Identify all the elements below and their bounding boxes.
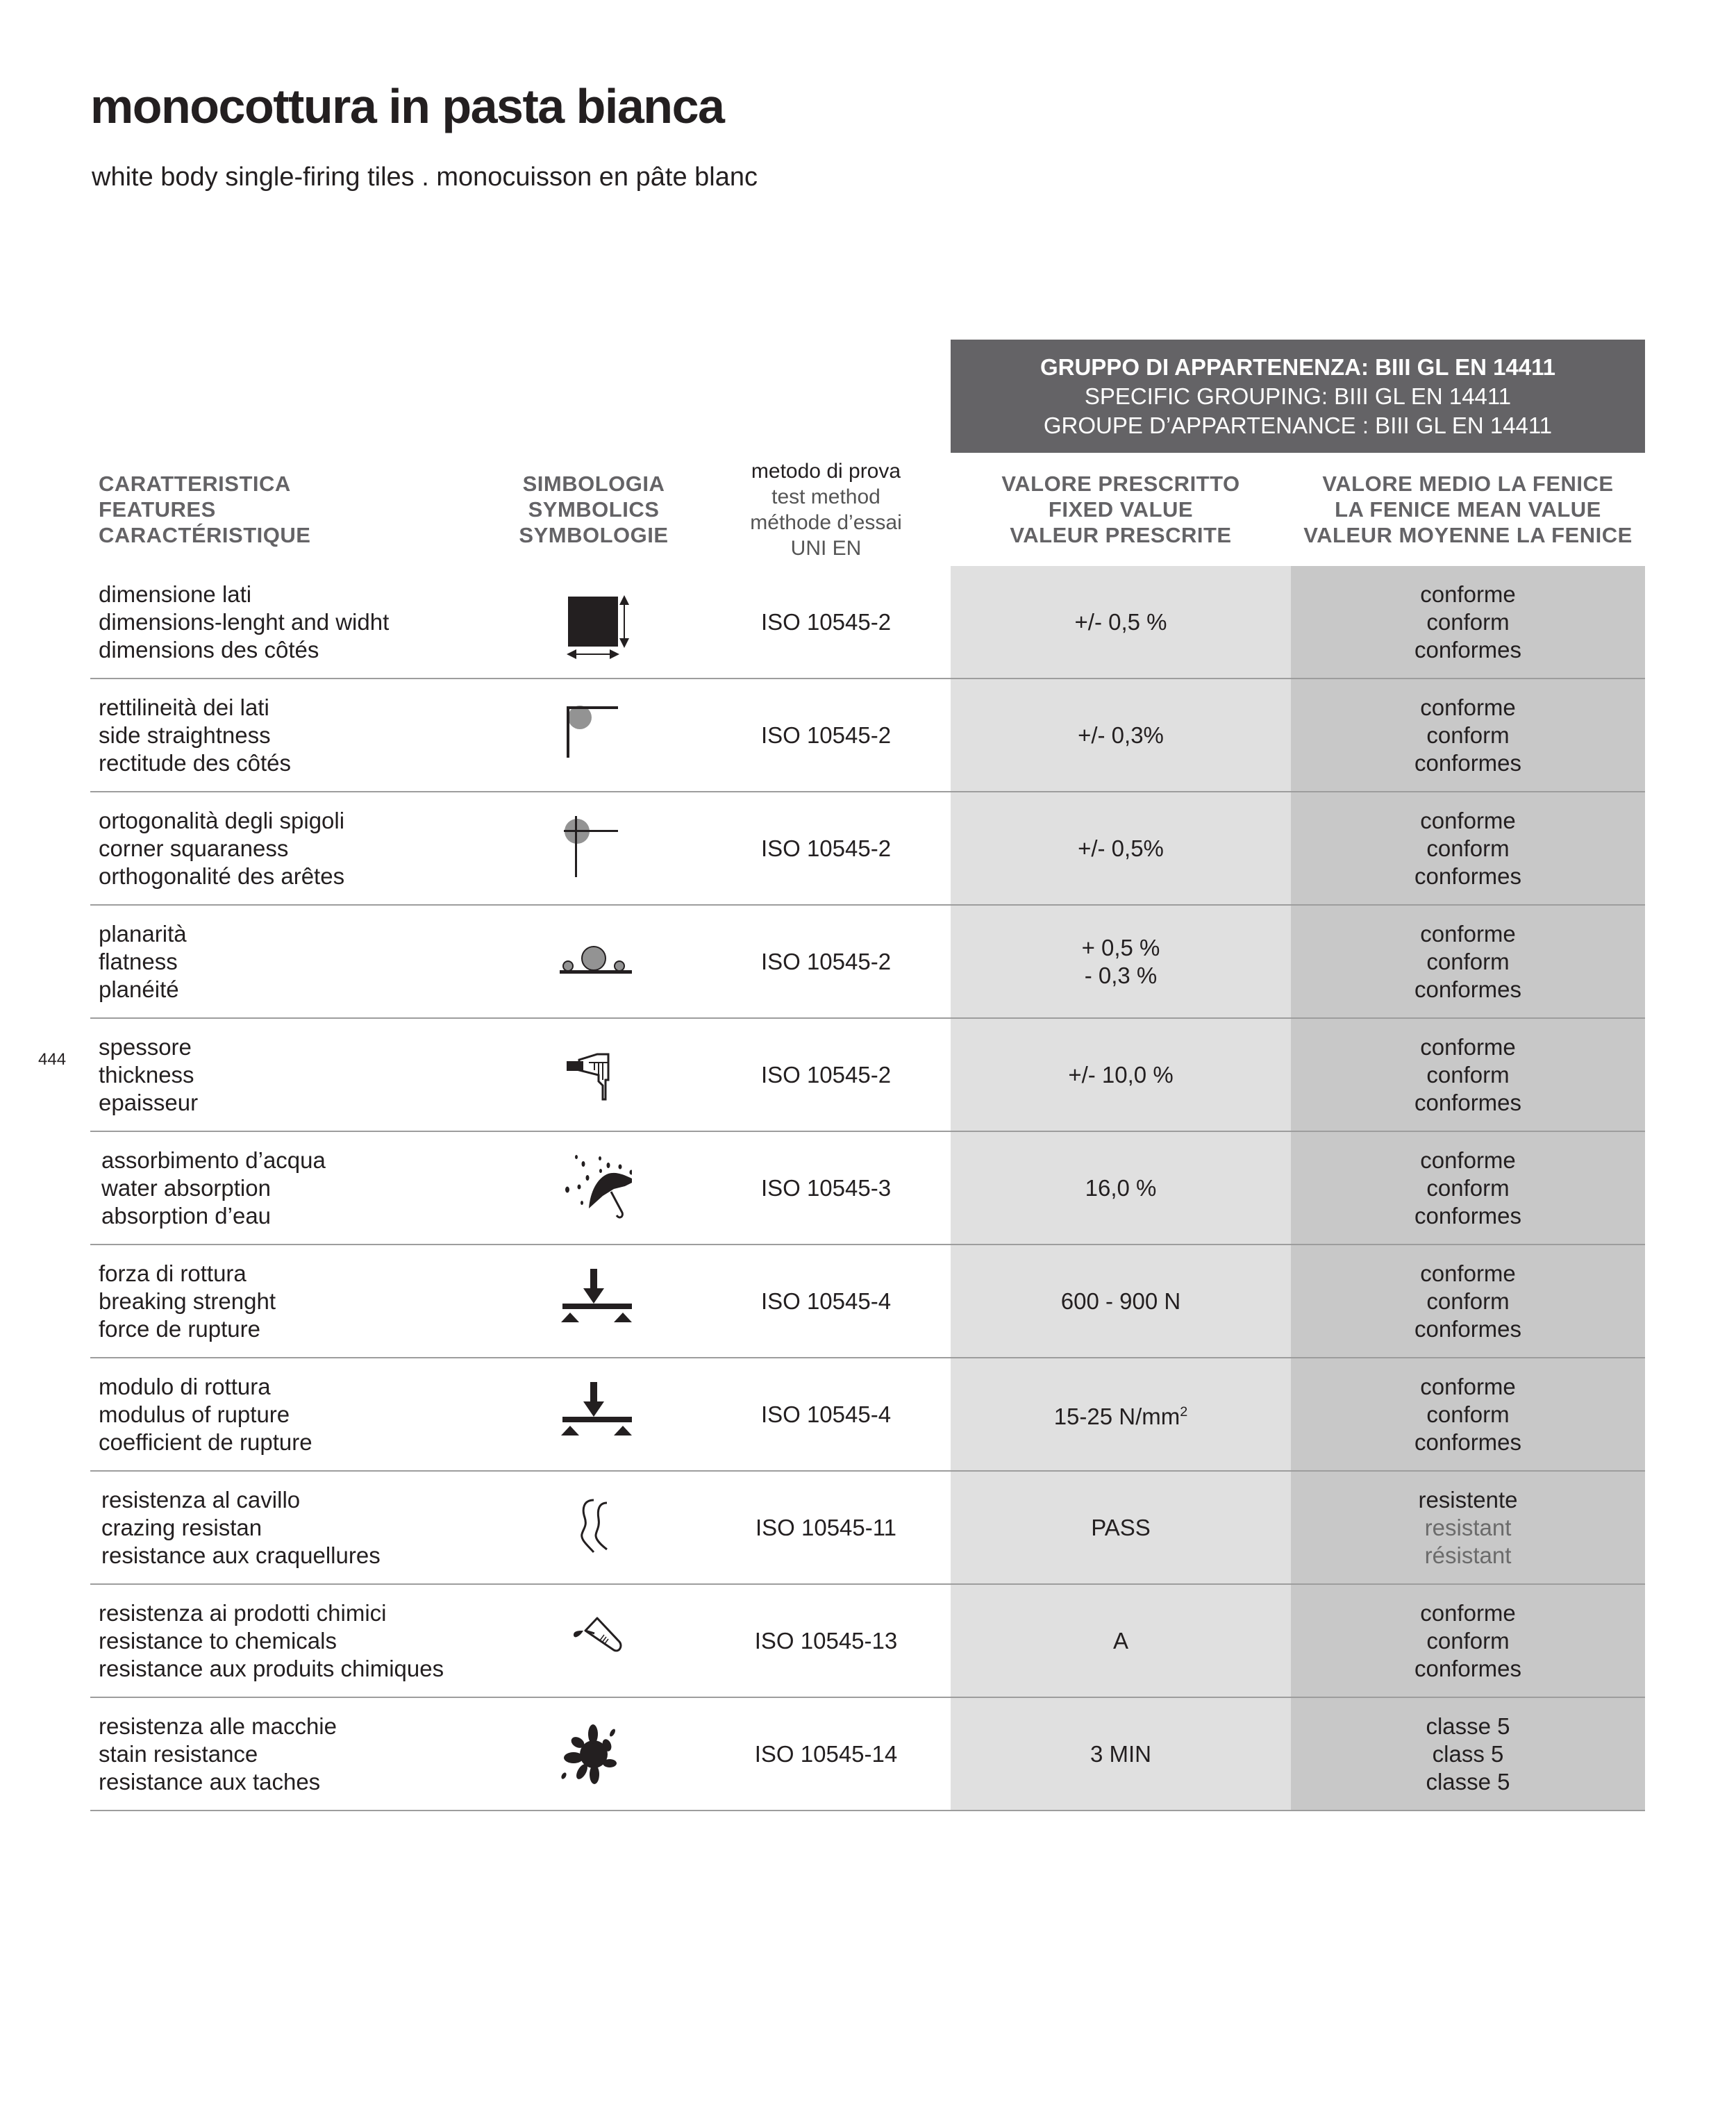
mean-value-cell bbox=[1291, 906, 1645, 1017]
symbol-cell bbox=[486, 906, 701, 1017]
mean-value-fr: conformes bbox=[1414, 1655, 1522, 1681]
feature-it: forza di rottura bbox=[99, 1260, 247, 1286]
method-cell: ISO 10545-2 bbox=[760, 608, 892, 635]
symbol-cell bbox=[486, 1698, 701, 1810]
fixed-value: PASS bbox=[1091, 1514, 1151, 1540]
mean-value-en: conform bbox=[1426, 948, 1510, 974]
symbol-cell bbox=[486, 1472, 701, 1583]
mean-value-cell bbox=[1291, 1019, 1645, 1131]
feature-cell bbox=[90, 1472, 486, 1583]
fixed-value: +/- 0,5% bbox=[1078, 835, 1164, 861]
fixed-value: +/- 0,3% bbox=[1078, 722, 1164, 748]
table-row bbox=[90, 1019, 1645, 1132]
feature-en: corner squaraness bbox=[99, 835, 289, 861]
col-header-mean-it: VALORE MEDIO LA FENICE bbox=[1322, 472, 1614, 496]
mean-value-fr: conformes bbox=[1414, 1202, 1522, 1229]
feature-it: rettilineità dei lati bbox=[99, 694, 269, 720]
method-cell: ISO 10545-2 bbox=[760, 722, 892, 748]
mean-value-fr: résistant bbox=[1424, 1542, 1512, 1568]
mean-value-fr: classe 5 bbox=[1426, 1768, 1510, 1795]
fixed-value-text: 15-25 N/mm bbox=[1053, 1404, 1180, 1429]
col-header-fixed-value bbox=[951, 453, 1291, 566]
mean-value-it: conforme bbox=[1420, 1260, 1516, 1286]
feature-fr: absorption d’eau bbox=[101, 1202, 272, 1229]
mean-value-cell bbox=[1291, 1132, 1645, 1244]
table-row bbox=[90, 1585, 1645, 1698]
table-row bbox=[90, 1132, 1645, 1245]
fixed-value-cell bbox=[951, 792, 1291, 904]
col-header-feature-it: CARATTERISTICA bbox=[99, 472, 291, 496]
feature-it: dimensione lati bbox=[99, 581, 252, 607]
mean-value-it: conforme bbox=[1420, 807, 1516, 833]
feature-it: resistenza alle macchie bbox=[99, 1713, 337, 1739]
fixed-value-cell bbox=[951, 1245, 1291, 1357]
feature-en: dimensions-lenght and widht bbox=[99, 608, 390, 635]
feature-cell bbox=[90, 1585, 486, 1697]
feature-cell bbox=[90, 906, 486, 1017]
mean-value-cell bbox=[1291, 1245, 1645, 1357]
feature-en: side straightness bbox=[99, 722, 271, 748]
mean-value-it: conforme bbox=[1420, 920, 1516, 947]
feature-fr: resistance aux produits chimiques bbox=[99, 1655, 444, 1681]
fixed-value: +/- 10,0 % bbox=[1068, 1061, 1174, 1088]
fixed-value: +/- 0,5 % bbox=[1074, 608, 1167, 635]
table-header-row bbox=[90, 453, 1645, 566]
mean-value-en: conform bbox=[1426, 722, 1510, 748]
feature-cell bbox=[90, 1698, 486, 1810]
page-subtitle: white body single-firing tiles . monocuisson en pâte blanc bbox=[92, 163, 758, 192]
col-header-mean-fr: VALEUR MOYENNE LA FENICE bbox=[1303, 523, 1633, 547]
mean-value-it: resistente bbox=[1418, 1486, 1518, 1513]
dimensions-icon bbox=[556, 584, 632, 660]
col-header-fixed-fr: VALEUR PRESCRITE bbox=[1010, 523, 1232, 547]
fixed-value-superscript: 2 bbox=[1180, 1404, 1188, 1420]
col-header-method-it: metodo di prova bbox=[751, 459, 901, 483]
method-cell: ISO 10545-4 bbox=[760, 1288, 892, 1314]
mean-value-cell bbox=[1291, 1698, 1645, 1810]
mean-value-it: classe 5 bbox=[1426, 1713, 1510, 1739]
fixed-value: 3 MIN bbox=[1090, 1740, 1151, 1767]
mean-value-en: conform bbox=[1426, 1061, 1510, 1088]
feature-cell bbox=[90, 1019, 486, 1131]
grouping-line-en: SPECIFIC GROUPING: BIII GL EN 14411 bbox=[1084, 383, 1512, 409]
mean-value-it: conforme bbox=[1420, 1599, 1516, 1626]
col-header-method bbox=[701, 453, 951, 566]
feature-it: resistenza ai prodotti chimici bbox=[99, 1599, 387, 1626]
page-number: 444 bbox=[38, 1050, 67, 1069]
method-cell: ISO 10545-2 bbox=[760, 835, 892, 861]
stain-splash-icon bbox=[556, 1716, 632, 1792]
col-header-symbol-en: SYMBOLICS bbox=[528, 497, 660, 522]
mean-value-fr: conformes bbox=[1414, 976, 1522, 1002]
test-tube-icon bbox=[556, 1603, 632, 1679]
mean-value-en: resistant bbox=[1424, 1514, 1512, 1540]
feature-cell bbox=[90, 679, 486, 791]
flatness-icon bbox=[556, 924, 632, 1000]
col-header-method-en: test method bbox=[771, 485, 880, 508]
grouping-line-fr: GROUPE D’APPARTENANCE : BIII GL EN 14411 bbox=[1043, 412, 1553, 438]
feature-it: resistenza al cavillo bbox=[101, 1486, 301, 1513]
caliper-icon bbox=[556, 1037, 632, 1113]
mean-value-en: conform bbox=[1426, 1174, 1510, 1201]
feature-en: breaking strenght bbox=[99, 1288, 276, 1314]
table-row bbox=[90, 1245, 1645, 1358]
page-title: monocottura in pasta bianca bbox=[90, 79, 724, 133]
method-cell: ISO 10545-13 bbox=[754, 1627, 898, 1654]
fixed-value-cell bbox=[951, 1472, 1291, 1583]
feature-cell bbox=[90, 792, 486, 904]
mean-value-cell bbox=[1291, 566, 1645, 678]
table-row bbox=[90, 1472, 1645, 1585]
col-header-mean-en: LA FENICE MEAN VALUE bbox=[1335, 497, 1601, 522]
feature-fr: planéité bbox=[99, 976, 179, 1002]
mean-value-it: conforme bbox=[1420, 581, 1516, 607]
symbol-cell bbox=[486, 1585, 701, 1697]
feature-it: modulo di rottura bbox=[99, 1373, 271, 1399]
mean-value-fr: conformes bbox=[1414, 1315, 1522, 1342]
feature-it: planarità bbox=[99, 920, 187, 947]
method-cell: ISO 10545-11 bbox=[755, 1514, 897, 1540]
col-header-feature bbox=[90, 453, 486, 566]
feature-fr: orthogonalité des arêtes bbox=[99, 863, 345, 889]
fixed-value-cell bbox=[951, 1358, 1291, 1470]
squareness-icon bbox=[556, 810, 632, 887]
method-cell: ISO 10545-3 bbox=[760, 1174, 892, 1201]
fixed-value-cell bbox=[951, 1698, 1291, 1810]
mean-value-en: conform bbox=[1426, 1401, 1510, 1427]
feature-en: resistance to chemicals bbox=[99, 1627, 337, 1654]
method-cell: ISO 10545-14 bbox=[754, 1740, 898, 1767]
grouping-header bbox=[951, 340, 1645, 453]
col-header-feature-en: FEATURES bbox=[99, 497, 216, 522]
fixed-value: A bbox=[1112, 1627, 1128, 1654]
feature-fr: resistance aux craquellures bbox=[101, 1542, 381, 1568]
feature-en: flatness bbox=[99, 948, 178, 974]
mean-value-it: conforme bbox=[1420, 694, 1516, 720]
mean-value-en: conform bbox=[1426, 835, 1510, 861]
mean-value-it: conforme bbox=[1420, 1373, 1516, 1399]
col-header-feature-fr: CARACTÉRISTIQUE bbox=[99, 523, 311, 547]
fixed-value bbox=[1054, 1398, 1188, 1431]
mean-value-cell bbox=[1291, 679, 1645, 791]
mean-value-cell bbox=[1291, 1585, 1645, 1697]
mean-value-fr: conformes bbox=[1414, 863, 1522, 889]
feature-en: thickness bbox=[99, 1061, 194, 1088]
mean-value-fr: conformes bbox=[1414, 1429, 1522, 1455]
table-row bbox=[90, 906, 1645, 1019]
feature-cell bbox=[90, 1245, 486, 1357]
feature-cell bbox=[90, 1132, 486, 1244]
mean-value-en: conform bbox=[1426, 1288, 1510, 1314]
feature-fr: coefficient de rupture bbox=[99, 1429, 312, 1455]
fixed-value: 16,0 % bbox=[1085, 1174, 1157, 1201]
crazing-icon bbox=[556, 1490, 632, 1566]
feature-fr: epaisseur bbox=[99, 1089, 199, 1115]
table-row bbox=[90, 566, 1645, 679]
feature-en: water absorption bbox=[101, 1174, 271, 1201]
fixed-value-cell bbox=[951, 566, 1291, 678]
feature-fr: resistance aux taches bbox=[99, 1768, 321, 1795]
fixed-value-cell bbox=[951, 1585, 1291, 1697]
feature-it: ortogonalità degli spigoli bbox=[99, 807, 345, 833]
mean-value-cell bbox=[1291, 1358, 1645, 1470]
feature-en: stain resistance bbox=[99, 1740, 258, 1767]
specs-table bbox=[90, 453, 1645, 1811]
feature-it: assorbimento d’acqua bbox=[101, 1147, 326, 1173]
fixed-value-cell bbox=[951, 906, 1291, 1017]
feature-cell bbox=[90, 1358, 486, 1470]
fixed-value-plus: + 0,5 % bbox=[1081, 934, 1160, 960]
fixed-value-cell bbox=[951, 1019, 1291, 1131]
method-cell: ISO 10545-2 bbox=[760, 1061, 892, 1088]
method-cell: ISO 10545-4 bbox=[760, 1401, 892, 1427]
symbol-cell bbox=[486, 1358, 701, 1470]
feature-fr: dimensions des côtés bbox=[99, 636, 319, 663]
col-header-fixed-it: VALORE PRESCRITTO bbox=[1001, 472, 1240, 496]
symbol-cell bbox=[486, 566, 701, 678]
feature-cell bbox=[90, 566, 486, 678]
umbrella-rain-icon bbox=[556, 1150, 632, 1226]
mean-value-cell bbox=[1291, 792, 1645, 904]
symbol-cell bbox=[486, 1245, 701, 1357]
col-header-mean-value bbox=[1291, 453, 1645, 566]
symbol-cell bbox=[486, 792, 701, 904]
mean-value-it: conforme bbox=[1420, 1147, 1516, 1173]
feature-en: crazing resistan bbox=[101, 1514, 262, 1540]
feature-fr: rectitude des côtés bbox=[99, 749, 291, 776]
breaking-load-icon bbox=[556, 1263, 632, 1340]
feature-fr: force de rupture bbox=[99, 1315, 260, 1342]
fixed-value-minus: - 0,3 % bbox=[1084, 962, 1158, 988]
table-row bbox=[90, 1358, 1645, 1472]
mean-value-fr: conformes bbox=[1414, 749, 1522, 776]
col-header-method-fr: méthode d’essai bbox=[750, 510, 902, 534]
method-cell: ISO 10545-2 bbox=[760, 948, 892, 974]
mean-value-it: conforme bbox=[1420, 1033, 1516, 1060]
table-row bbox=[90, 1698, 1645, 1811]
grouping-line-it: GRUPPO DI APPARTENENZA: BIII GL EN 14411 bbox=[1040, 353, 1556, 380]
fixed-value: 600 - 900 N bbox=[1060, 1288, 1181, 1314]
mean-value-en: class 5 bbox=[1432, 1740, 1504, 1767]
col-header-fixed-en: FIXED VALUE bbox=[1048, 497, 1194, 522]
col-header-method-std: UNI EN bbox=[790, 536, 862, 560]
mean-value-fr: conformes bbox=[1414, 636, 1522, 663]
col-header-symbol bbox=[486, 453, 701, 566]
symbol-cell bbox=[486, 1019, 701, 1131]
mean-value-cell bbox=[1291, 1472, 1645, 1583]
mean-value-en: conform bbox=[1426, 608, 1510, 635]
straightness-icon bbox=[556, 697, 632, 774]
symbol-cell bbox=[486, 1132, 701, 1244]
fixed-value-cell bbox=[951, 679, 1291, 791]
breaking-load-icon bbox=[556, 1376, 632, 1453]
table-row bbox=[90, 792, 1645, 906]
col-header-symbol-fr: SYMBOLOGIE bbox=[519, 523, 669, 547]
feature-en: modulus of rupture bbox=[99, 1401, 290, 1427]
mean-value-fr: conformes bbox=[1414, 1089, 1522, 1115]
feature-it: spessore bbox=[99, 1033, 192, 1060]
col-header-symbol-it: SIMBOLOGIA bbox=[522, 472, 665, 496]
symbol-cell bbox=[486, 679, 701, 791]
fixed-value-cell bbox=[951, 1132, 1291, 1244]
table-row bbox=[90, 679, 1645, 792]
mean-value-en: conform bbox=[1426, 1627, 1510, 1654]
